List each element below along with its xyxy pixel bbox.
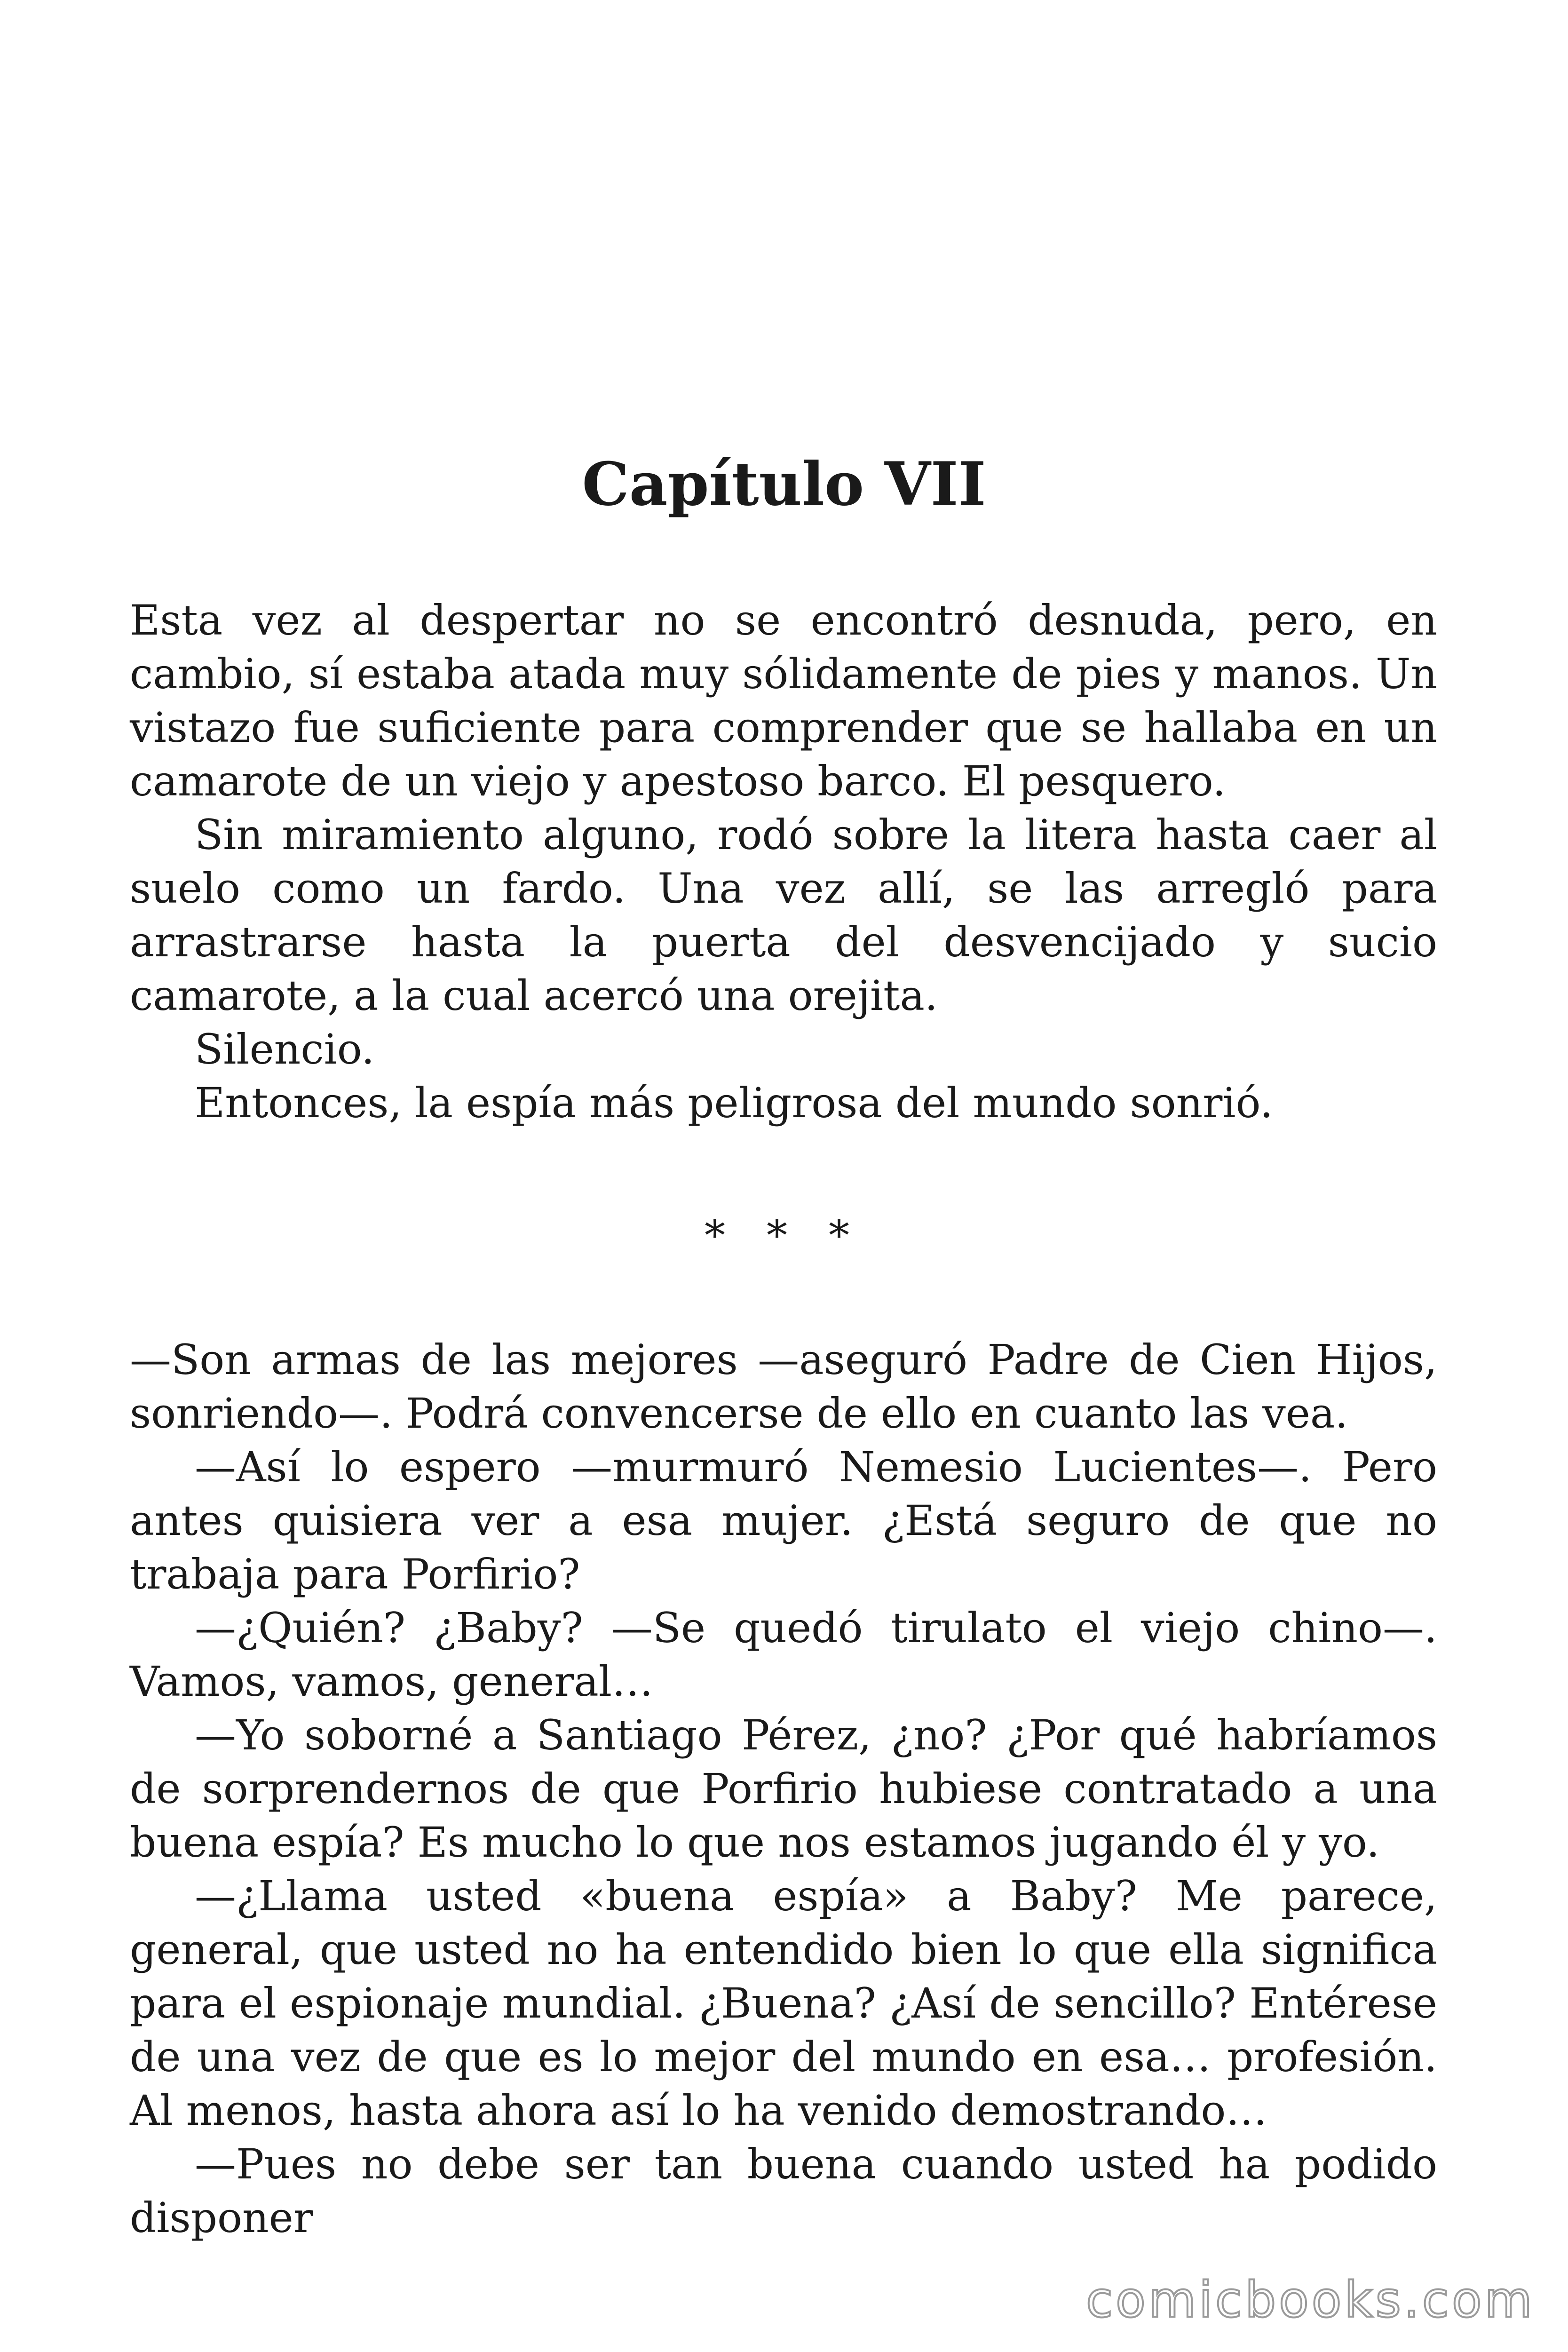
dialogue-paragraph: —Así lo espero —murmuró Nemesio Lucientes—. Pero antes quisiera ver a esa mujer. ¿Está seguro de que no trabaja para Porfirio? [130, 1443, 1437, 1598]
dialogue-paragraph: —¿Quién? ¿Baby? —Se quedó tirulato el viejo chino—. Vamos, vamos, general… [130, 1604, 1437, 1706]
paragraph: Esta vez al despertar no se encontró desnuda, pero, en cambio, sí estaba atada muy sólidamente de pies y manos. Un vistazo fue suficiente para comprender que se hallaba en un camarote de un viejo y apestoso barco. El pesquero. [130, 596, 1437, 805]
paragraph: Silencio. [195, 1025, 375, 1073]
watermark-logo: comicbooks.com [1085, 2271, 1535, 2328]
paragraph: Entonces, la espía más peligrosa del mundo sonrió. [195, 1079, 1273, 1127]
section-one [130, 594, 1437, 1130]
section-two [130, 1333, 1437, 2245]
paragraph: Sin miramiento alguno, rodó sobre la litera hasta caer al suelo como un fardo. Una vez allí, se las arregló para arrastrarse hasta la puerta del desvencijado y sucio camarote, a la cual acercó una orejita. [130, 810, 1437, 1020]
dialogue-paragraph: —Yo soborné a Santiago Pérez, ¿no? ¿Por qué habríamos de sorprendernos de que Porfirio hubiese contratado a una buena espía? Es mucho lo que nos estamos jugando él y yo. [130, 1711, 1437, 1867]
chapter-title: Capítulo VII [582, 449, 986, 519]
scene-break: * * * [705, 1211, 863, 1260]
dialogue-paragraph: —¿Llama usted «buena espía» a Baby? Me parece, general, que usted no ha entendido bien lo que ella significa para el espionaje mundial. ¿Buena? ¿Así de sencillo? Entérese de una vez de que es lo mejor del mundo en esa… profesión. Al menos, hasta ahora así lo ha venido demostrando… [130, 1872, 1437, 2135]
dialogue-paragraph: —Son armas de las mejores —aseguró Padre de Cien Hijos, sonriendo—. Podrá convencerse de ello en cuanto las vea. [130, 1335, 1437, 1438]
dialogue-paragraph: —Pues no debe ser tan buena cuando usted ha podido disponer [130, 2140, 1437, 2242]
